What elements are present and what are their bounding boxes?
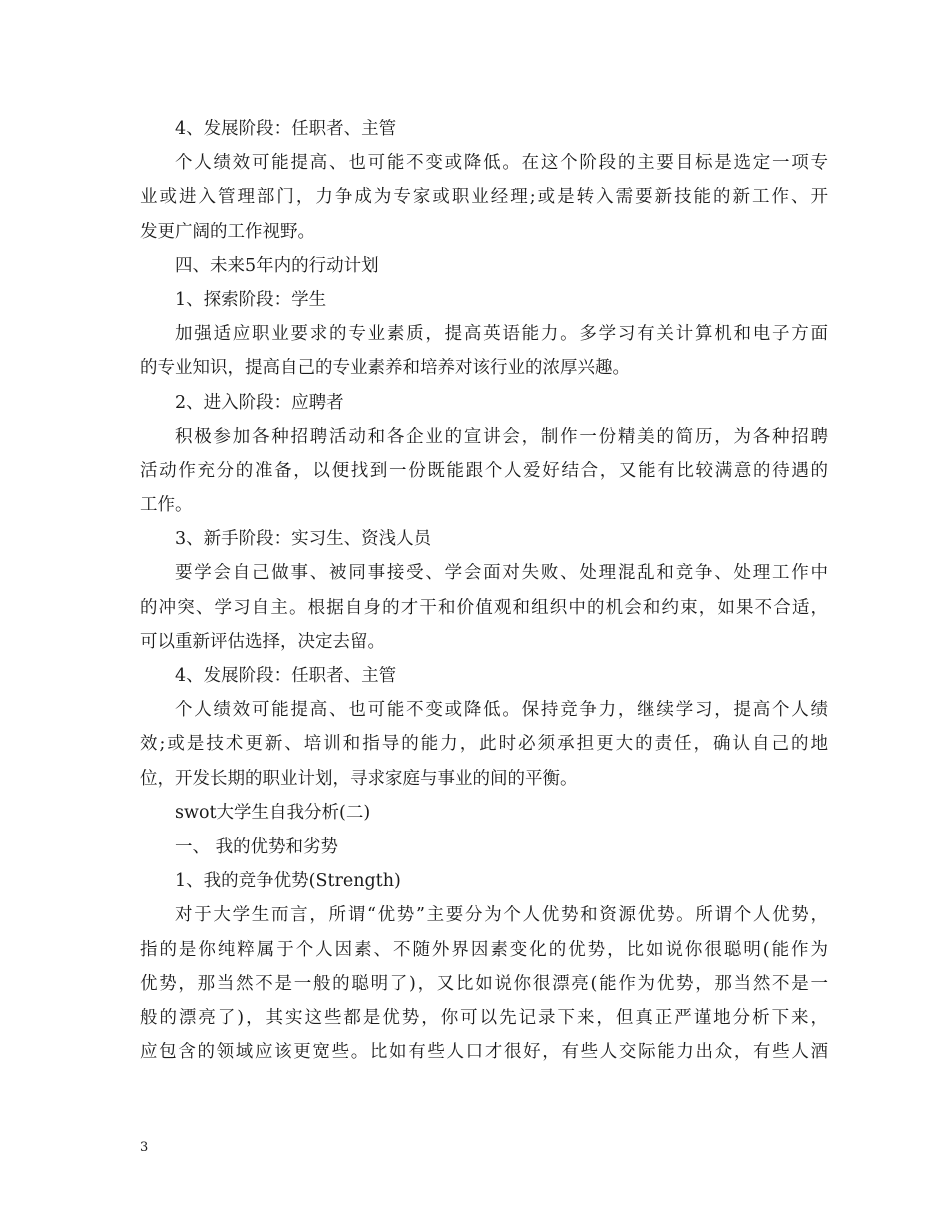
paragraph-line: 般的漂亮了)，其实这些都是优势，你可以先记录下来，但真正严谨地分析下来，: [140, 1007, 828, 1028]
paragraph-line: 对于大学生而言，所谓“优势”主要分为个人优势和资源优势。所谓个人优势，: [175, 905, 828, 926]
section-heading: 4、发展阶段：任职者、主管: [175, 119, 397, 139]
paragraph-line: 业或进入管理部门，力争成为专家或职业经理;或是转入需要新技能的新工作、开: [140, 187, 828, 208]
section-heading: 4、发展阶段：任职者、主管: [175, 666, 397, 686]
paragraph-line: 加强适应职业要求的专业素质，提高英语能力。多学习有关计算机和电子方面: [175, 324, 828, 345]
section-heading: swot大学生自我分析(二): [175, 802, 371, 823]
paragraph-line: 应包含的领域应该更宽些。比如有些人口才很好，有些人交际能力出众，有些人酒: [140, 1042, 828, 1063]
paragraph-line: 个人绩效可能提高、也可能不变或降低。保持竞争力，继续学习，提高个人绩: [175, 700, 828, 721]
section-heading: 1、我的竞争优势(Strength): [175, 871, 401, 892]
paragraph-line: 积极参加各种招聘活动和各企业的宣讲会，制作一份精美的简历，为各种招聘: [175, 426, 828, 447]
body-text: [140, 112, 828, 1069]
paragraph-line: 个人绩效可能提高、也可能不变或降低。在这个阶段的主要目标是选定一项专: [175, 153, 828, 174]
section-heading: 3、新手阶段：实习生、资浅人员: [175, 529, 432, 550]
paragraph-line: 的冲突、学习自主。根据自身的才干和价值观和组织中的机会和约束，如果不合适，: [140, 597, 828, 618]
section-heading: 一、 我的优势和劣势: [175, 836, 339, 857]
paragraph-line: 指的是你纯粹属于个人因素、不随外界因素变化的优势，比如说你很聪明(能作为: [140, 939, 828, 960]
paragraph-line: 发更广阔的工作视野。: [140, 221, 315, 242]
section-heading: 四、未来5年内的行动计划: [175, 255, 379, 276]
page-number: 3: [140, 1140, 149, 1155]
paragraph-line: 位，开发长期的职业计划，寻求家庭与事业的间的平衡。: [140, 768, 578, 789]
section-heading: 1、探索阶段：学生: [175, 289, 327, 310]
paragraph-line: 要学会自己做事、被同事接受、学会面对失败、处理混乱和竞争、处理工作中: [175, 563, 828, 584]
paragraph-line: 优势，那当然不是一般的聪明了)，又比如说你很漂亮(能作为优势，那当然不是一: [140, 973, 828, 994]
paragraph-line: 可以重新评估选择，决定去留。: [140, 631, 385, 652]
paragraph-line: 工作。: [140, 495, 193, 516]
paragraph-line: 的专业知识，提高自己的专业素养和培养对该行业的浓厚兴趣。: [140, 358, 630, 379]
paragraph-line: 活动作充分的准备，以便找到一份既能跟个人爱好结合，又能有比较满意的待遇的: [140, 460, 828, 481]
paragraph-line: 效;或是技术更新、培训和指导的能力，此时必须承担更大的责任，确认自己的地: [140, 734, 828, 755]
section-heading: 2、进入阶段：应聘者: [175, 392, 344, 413]
